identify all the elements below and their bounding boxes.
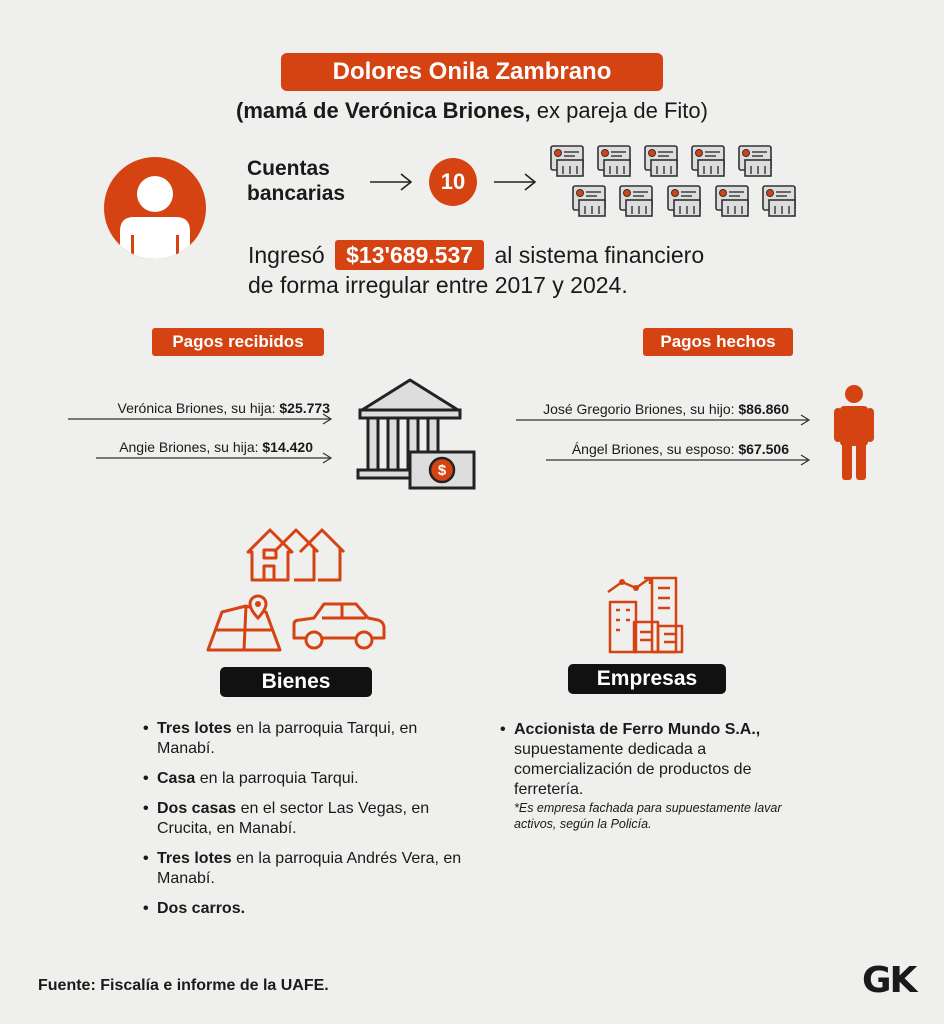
- list-item: [143, 849, 463, 889]
- source-credit: Fuente: Fiscalía e informe de la UAFE.: [38, 977, 329, 994]
- payments-made-badge: [643, 328, 793, 356]
- arrow-right-icon: [546, 453, 812, 467]
- accounts-label: [247, 156, 345, 206]
- payment-amount: $67.506: [738, 441, 789, 457]
- relation-rest: ex pareja de Fito): [530, 98, 708, 123]
- bank-card-icons: [548, 144, 808, 224]
- person-avatar-icon: [104, 157, 206, 259]
- person-name: Dolores Onila Zambrano: [332, 58, 612, 85]
- arrow-right-icon: [492, 172, 538, 192]
- payments-made-title: Pagos hechos: [660, 332, 776, 351]
- income-amount: $13'689.537: [335, 240, 484, 270]
- relation-bold: (mamá de Verónica Briones,: [236, 98, 531, 123]
- income-suffix: al sistema financiero: [494, 242, 705, 268]
- person-relation: [0, 98, 944, 124]
- payer-name: Verónica Briones: [117, 400, 224, 416]
- payment-amount: $86.860: [738, 401, 789, 417]
- arrow-right-icon: [68, 412, 334, 426]
- accounts-count-badge: [429, 158, 477, 206]
- bank-cards-group: [548, 144, 808, 224]
- payee-relation: , su hijo:: [682, 401, 739, 417]
- assets-title: Bienes: [261, 670, 331, 693]
- bank-icon: [354, 374, 478, 492]
- company-name: Accionista de Ferro Mundo S.A.,: [514, 721, 761, 738]
- companies-title: Empresas: [596, 667, 698, 690]
- land-lot-icon: [206, 594, 284, 654]
- houses-icon: [244, 526, 348, 584]
- assets-badge: [220, 667, 372, 697]
- list-item: [143, 719, 463, 759]
- person-icon: [832, 384, 876, 482]
- accounts-count: 10: [440, 169, 466, 194]
- arrow-right-icon: [368, 172, 414, 192]
- accounts-label-line1: Cuentas: [247, 157, 330, 180]
- companies-badge: [568, 664, 726, 694]
- list-item: [500, 720, 820, 800]
- payments-received-badge: [152, 328, 324, 356]
- payer-name: Angie Briones: [119, 439, 207, 455]
- company-buildings-icon: [606, 574, 686, 656]
- asset-bold: Casa: [157, 770, 196, 787]
- asset-detail: en la parroquia Andrés Vera, en Manabí.: [157, 850, 462, 887]
- payment-amount: $14.420: [262, 439, 313, 455]
- accounts-label-line2: bancarias: [247, 182, 346, 205]
- income-line2: de forma irregular entre 2017 y 2024.: [248, 272, 628, 298]
- asset-detail: en la parroquia Tarqui.: [195, 770, 359, 787]
- asset-detail: en la parroquia Tarqui, en Manabí.: [157, 720, 418, 757]
- car-icon: [290, 598, 388, 654]
- payee-name: Ángel Briones: [571, 441, 659, 457]
- asset-bold: Tres lotes: [157, 720, 232, 737]
- svg-text:$: $: [437, 462, 447, 479]
- assets-list: [143, 719, 463, 929]
- asset-bold: Dos carros.: [157, 900, 246, 917]
- companies-list: [500, 720, 820, 804]
- person-name-banner: [281, 53, 663, 91]
- payer-relation: , su hija:: [223, 400, 280, 416]
- company-footnote: *Es empresa fachada para supuestamente lavar activos, según la Policía.: [514, 801, 782, 831]
- gk-logo: GK: [862, 960, 916, 1001]
- asset-bold: Dos casas: [157, 800, 237, 817]
- asset-bold: Tres lotes: [157, 850, 232, 867]
- list-item: [143, 769, 463, 789]
- arrow-right-icon: [96, 451, 334, 465]
- payer-relation: , su hija:: [206, 439, 263, 455]
- list-item: [143, 799, 463, 839]
- payments-received-title: Pagos recibidos: [172, 332, 304, 351]
- payment-amount: $25.773: [279, 400, 330, 416]
- income-prefix: Ingresó: [248, 242, 325, 268]
- payee-relation: , su esposo:: [659, 441, 739, 457]
- payee-name: José Gregorio Briones: [543, 401, 683, 417]
- company-detail: supuestamente dedicada a comercialización de productos de ferretería.: [514, 741, 752, 798]
- income-statement: [248, 240, 808, 300]
- asset-detail: en el sector Las Vegas, en Crucita, en Manabí.: [157, 800, 430, 837]
- arrow-right-icon: [516, 413, 812, 427]
- list-item: [143, 899, 463, 919]
